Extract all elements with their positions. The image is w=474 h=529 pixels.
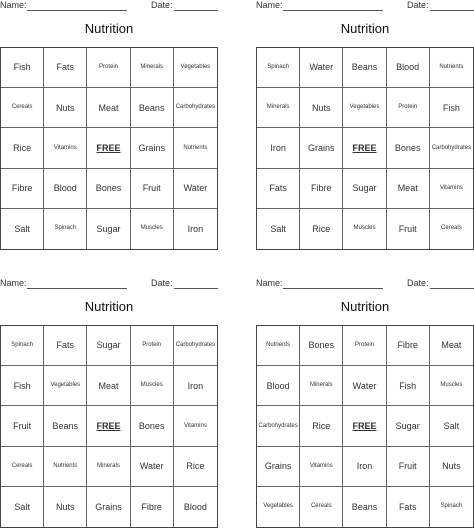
bingo-cell-label: Beans	[138, 102, 165, 113]
bingo-cell[interactable]	[343, 326, 386, 366]
bingo-cell-label: Grains	[95, 501, 122, 512]
bingo-cell[interactable]	[131, 48, 174, 88]
bingo-cell[interactable]	[430, 209, 473, 249]
bingo-cell-label: Fruit	[13, 420, 32, 431]
bingo-cell[interactable]	[387, 326, 430, 366]
bingo-cell-label: Bones	[138, 420, 165, 431]
bingo-cell[interactable]	[1, 48, 44, 88]
bingo-cell[interactable]	[131, 326, 174, 366]
bingo-cell-label: Blood	[53, 183, 77, 194]
bingo-cell[interactable]	[174, 326, 217, 366]
name-date-row	[0, 0, 218, 12]
bingo-cell-label: Nutrients	[53, 462, 78, 469]
bingo-cell[interactable]	[343, 88, 386, 128]
bingo-cell-label: Grains	[308, 142, 335, 153]
bingo-cell[interactable]	[300, 169, 343, 209]
free-space-cell[interactable]	[87, 406, 130, 446]
bingo-cell[interactable]	[430, 48, 473, 88]
name-label: Name:	[0, 278, 27, 288]
bingo-cell[interactable]	[1, 487, 44, 527]
bingo-cell[interactable]	[87, 447, 130, 487]
bingo-cell-label: Grains	[138, 142, 165, 153]
bingo-cell[interactable]	[1, 209, 44, 249]
bingo-cell[interactable]	[387, 366, 430, 406]
bingo-cell-label: Iron	[187, 380, 204, 391]
bingo-cell[interactable]	[257, 209, 300, 249]
bingo-cell[interactable]	[343, 209, 386, 249]
bingo-cell-label: Cereals	[11, 104, 33, 111]
bingo-cell-label: Vitamins	[183, 422, 207, 429]
bingo-card-4	[256, 278, 474, 529]
bingo-cell[interactable]	[44, 128, 87, 168]
bingo-cell-label: Carbohydrates	[431, 144, 472, 151]
bingo-cell-label: Salt	[270, 223, 286, 234]
name-label: Name:	[256, 278, 283, 288]
bingo-cell[interactable]	[430, 169, 473, 209]
bingo-cell-label: Beans	[351, 62, 378, 73]
bingo-cell-label: Blood	[396, 62, 420, 73]
bingo-cell-label: Spinach	[54, 225, 77, 232]
card-title: Nutrition	[84, 21, 134, 36]
bingo-cell[interactable]	[44, 169, 87, 209]
bingo-cell[interactable]	[131, 209, 174, 249]
bingo-cell-label: Fibre	[141, 501, 162, 512]
bingo-cell-label: Vegetables	[263, 503, 293, 510]
bingo-cell[interactable]	[430, 326, 473, 366]
bingo-cell[interactable]	[44, 326, 87, 366]
bingo-cell[interactable]	[131, 366, 174, 406]
name-date-row	[0, 278, 218, 290]
bingo-cell-label: Fruit	[398, 223, 417, 234]
bingo-cell-label: Spinach	[267, 64, 289, 71]
bingo-cell-label: Carbohydrates	[175, 104, 216, 111]
bingo-cell-label: FREE	[352, 142, 377, 153]
card-title: Nutrition	[340, 299, 390, 314]
bingo-cell[interactable]	[131, 88, 174, 128]
bingo-cell[interactable]	[430, 447, 473, 487]
bingo-cell[interactable]	[44, 447, 87, 487]
bingo-cell[interactable]	[430, 487, 473, 527]
bingo-card-2	[256, 0, 474, 252]
date-field[interactable]	[174, 288, 218, 289]
bingo-cell-label: Meat	[397, 183, 418, 194]
bingo-cell-label: Cereals	[310, 503, 332, 510]
bingo-cell-label: Protein	[354, 342, 374, 349]
bingo-cell[interactable]	[174, 128, 217, 168]
bingo-cell-label: Nuts	[312, 102, 331, 113]
bingo-cell-label: Meat	[441, 340, 462, 351]
bingo-cell-label: Vegetables	[349, 104, 380, 111]
bingo-cell-label: Vegetables	[50, 382, 81, 389]
bingo-cell[interactable]	[174, 447, 217, 487]
bingo-cell-label: Grains	[264, 461, 292, 472]
bingo-cell-label: Carbohydrates	[258, 422, 298, 429]
free-space-cell[interactable]	[343, 406, 386, 446]
bingo-card-3	[0, 278, 218, 529]
bingo-cell-label: Muscles	[353, 225, 376, 232]
bingo-cell-label: Nuts	[56, 501, 75, 512]
bingo-cell[interactable]	[87, 487, 130, 527]
bingo-cell[interactable]	[387, 487, 430, 527]
bingo-cell-label: Rice	[186, 461, 205, 472]
bingo-cell-label: Sugar	[395, 420, 420, 431]
bingo-cell-label: Fats	[56, 62, 75, 73]
bingo-cell[interactable]	[257, 88, 300, 128]
bingo-cell[interactable]	[87, 88, 130, 128]
bingo-cell[interactable]	[257, 447, 300, 487]
bingo-cell[interactable]	[257, 487, 300, 527]
bingo-cell[interactable]	[257, 169, 300, 209]
name-label: Name:	[0, 0, 27, 10]
bingo-cell[interactable]	[300, 406, 343, 446]
bingo-cell[interactable]	[343, 48, 386, 88]
bingo-cell-label: Cereals	[441, 225, 462, 232]
bingo-cell-label: Nutrients	[183, 144, 208, 151]
bingo-cell[interactable]	[1, 406, 44, 446]
bingo-cell[interactable]	[387, 406, 430, 446]
bingo-cell-label: Fruit	[398, 461, 417, 472]
bingo-cell-label: Rice	[312, 223, 331, 234]
bingo-cell-label: Salt	[14, 501, 30, 512]
bingo-cell-label: Nuts	[56, 102, 75, 113]
bingo-cell-label: Salt	[14, 223, 30, 234]
bingo-cell[interactable]	[87, 48, 130, 88]
free-space-cell[interactable]	[343, 128, 386, 168]
name-field[interactable]	[27, 288, 127, 289]
bingo-cell[interactable]	[343, 487, 386, 527]
date-label: Date:	[407, 0, 429, 10]
name-label: Name:	[256, 0, 283, 10]
bingo-cell[interactable]	[87, 366, 130, 406]
bingo-cell-label: Fish	[13, 62, 31, 73]
bingo-cell[interactable]	[87, 326, 130, 366]
bingo-cell[interactable]	[430, 88, 473, 128]
bingo-cell[interactable]	[300, 128, 343, 168]
name-field[interactable]	[283, 288, 383, 289]
bingo-cell-label: Fibre	[311, 183, 332, 194]
bingo-cell-label: Meat	[98, 380, 119, 391]
bingo-cell[interactable]	[87, 169, 130, 209]
bingo-grid	[0, 325, 218, 528]
bingo-cell[interactable]	[174, 406, 217, 446]
bingo-cell[interactable]	[131, 406, 174, 446]
bingo-cell-label: Minerals	[97, 462, 120, 469]
bingo-cell[interactable]	[343, 447, 386, 487]
bingo-cell[interactable]	[300, 326, 343, 366]
bingo-cell-label: Fats	[56, 340, 75, 351]
bingo-cell-label: Muscles	[140, 382, 163, 389]
bingo-cell-label: FREE	[352, 420, 377, 431]
name-date-row	[256, 278, 474, 290]
bingo-cell[interactable]	[300, 88, 343, 128]
bingo-cell[interactable]	[430, 366, 473, 406]
bingo-cell-label: Bones	[308, 340, 335, 351]
bingo-cell[interactable]	[131, 487, 174, 527]
bingo-cell-label: Cereals	[11, 462, 33, 469]
bingo-cell-label: Blood	[266, 380, 290, 391]
bingo-cell-label: Vegetables	[180, 64, 211, 71]
date-field[interactable]	[174, 10, 218, 11]
date-label: Date:	[151, 0, 173, 10]
date-label: Date:	[151, 278, 173, 288]
name-field[interactable]	[27, 10, 127, 11]
bingo-cell[interactable]	[174, 487, 217, 527]
bingo-cell-label: Vitamins	[53, 144, 77, 151]
bingo-cell[interactable]	[1, 128, 44, 168]
bingo-cell[interactable]	[387, 209, 430, 249]
bingo-cell-label: Vitamins	[439, 184, 463, 191]
bingo-cell-label: Water	[183, 183, 208, 194]
bingo-cell-label: Spinach	[11, 342, 33, 349]
bingo-cell[interactable]	[343, 366, 386, 406]
bingo-cell-label: Nutrients	[266, 342, 291, 349]
bingo-cell-label: Iron	[187, 223, 204, 234]
bingo-cell[interactable]	[257, 366, 300, 406]
bingo-cell[interactable]	[131, 169, 174, 209]
date-label: Date:	[407, 278, 429, 288]
bingo-cell[interactable]	[174, 209, 217, 249]
bingo-cell[interactable]	[87, 209, 130, 249]
bingo-cell-label: Bones	[95, 183, 122, 194]
bingo-cell-label: Protein	[398, 104, 418, 111]
bingo-cell-label: Rice	[13, 142, 32, 153]
bingo-cell-label: Sugar	[96, 340, 121, 351]
bingo-cell-label: Fish	[442, 102, 460, 113]
bingo-cell-label: FREE	[96, 420, 121, 431]
bingo-cell[interactable]	[174, 366, 217, 406]
bingo-cell-label: Iron	[356, 461, 373, 472]
bingo-cell-label: Blood	[183, 501, 207, 512]
bingo-cell-label: Nuts	[442, 461, 461, 472]
bingo-cell-label: Minerals	[266, 104, 290, 111]
bingo-cell[interactable]	[1, 366, 44, 406]
bingo-cell-label: Muscles	[440, 382, 463, 389]
bingo-cell-label: Spinach	[440, 503, 463, 510]
name-date-row	[256, 0, 474, 12]
bingo-cell[interactable]	[387, 128, 430, 168]
bingo-cell[interactable]	[44, 406, 87, 446]
bingo-grid	[256, 325, 474, 528]
bingo-cell[interactable]	[300, 487, 343, 527]
bingo-cell-label: Nutrients	[439, 64, 464, 71]
bingo-cell-label: Fish	[399, 380, 417, 391]
date-field[interactable]	[430, 10, 474, 11]
bingo-cell[interactable]	[300, 48, 343, 88]
bingo-cell-label: Minerals	[309, 382, 333, 389]
bingo-cell[interactable]	[1, 88, 44, 128]
bingo-cell-label: Fibre	[11, 183, 33, 194]
bingo-cell[interactable]	[387, 88, 430, 128]
bingo-cell-label: Sugar	[352, 183, 377, 194]
card-title: Nutrition	[340, 21, 390, 36]
bingo-cell-label: Protein	[142, 342, 162, 349]
bingo-grid	[0, 47, 218, 250]
bingo-cell-label: Fats	[398, 501, 417, 512]
name-field[interactable]	[283, 10, 383, 11]
bingo-cell[interactable]	[257, 326, 300, 366]
bingo-cell-label: Iron	[270, 142, 286, 153]
bingo-cell[interactable]	[1, 447, 44, 487]
bingo-cell[interactable]	[300, 209, 343, 249]
bingo-cell-label: Vitamins	[309, 462, 333, 469]
bingo-cell[interactable]	[1, 326, 44, 366]
bingo-cell[interactable]	[131, 128, 174, 168]
bingo-cell[interactable]	[174, 48, 217, 88]
bingo-card-1	[0, 0, 218, 252]
bingo-cell[interactable]	[387, 447, 430, 487]
bingo-cell[interactable]	[430, 128, 473, 168]
bingo-cell[interactable]	[430, 406, 473, 446]
bingo-cell[interactable]	[257, 128, 300, 168]
bingo-cell-label: Beans	[351, 501, 378, 512]
bingo-cell-label: Fibre	[397, 340, 418, 351]
bingo-cell[interactable]	[1, 169, 44, 209]
bingo-cell[interactable]	[387, 169, 430, 209]
bingo-cell[interactable]	[131, 447, 174, 487]
bingo-cell-label: Beans	[52, 420, 79, 431]
bingo-cell[interactable]	[44, 366, 87, 406]
bingo-cell-label: Fats	[269, 183, 287, 194]
bingo-cell-label: Water	[309, 62, 334, 73]
bingo-cell[interactable]	[343, 169, 386, 209]
bingo-cell[interactable]	[387, 48, 430, 88]
bingo-cell-label: Sugar	[96, 223, 121, 234]
bingo-cell[interactable]	[174, 169, 217, 209]
date-field[interactable]	[430, 288, 474, 289]
bingo-cell[interactable]	[174, 88, 217, 128]
bingo-cell-label: Meat	[98, 102, 119, 113]
bingo-cell[interactable]	[44, 88, 87, 128]
bingo-cell[interactable]	[44, 209, 87, 249]
bingo-cell-label: Bones	[394, 142, 421, 153]
free-space-cell[interactable]	[87, 128, 130, 168]
bingo-cell[interactable]	[300, 366, 343, 406]
bingo-cell-label: Minerals	[140, 64, 164, 71]
bingo-cell-label: Salt	[443, 420, 460, 431]
bingo-cell-label: Fish	[13, 380, 31, 391]
bingo-cell-label: Carbohydrates	[175, 342, 216, 349]
bingo-grid	[256, 47, 474, 250]
bingo-cell-label: FREE	[96, 142, 121, 153]
bingo-cell-label: Protein	[98, 64, 118, 71]
bingo-cell-label: Rice	[312, 420, 331, 431]
bingo-cell-label: Fruit	[142, 183, 161, 194]
bingo-cell[interactable]	[44, 487, 87, 527]
card-title: Nutrition	[84, 299, 134, 314]
bingo-cell[interactable]	[44, 48, 87, 88]
bingo-cell[interactable]	[257, 406, 300, 446]
bingo-cell-label: Muscles	[140, 225, 163, 232]
bingo-cell[interactable]	[257, 48, 300, 88]
bingo-cell[interactable]	[300, 447, 343, 487]
bingo-cell-label: Water	[352, 380, 377, 391]
bingo-cell-label: Water	[139, 461, 164, 472]
